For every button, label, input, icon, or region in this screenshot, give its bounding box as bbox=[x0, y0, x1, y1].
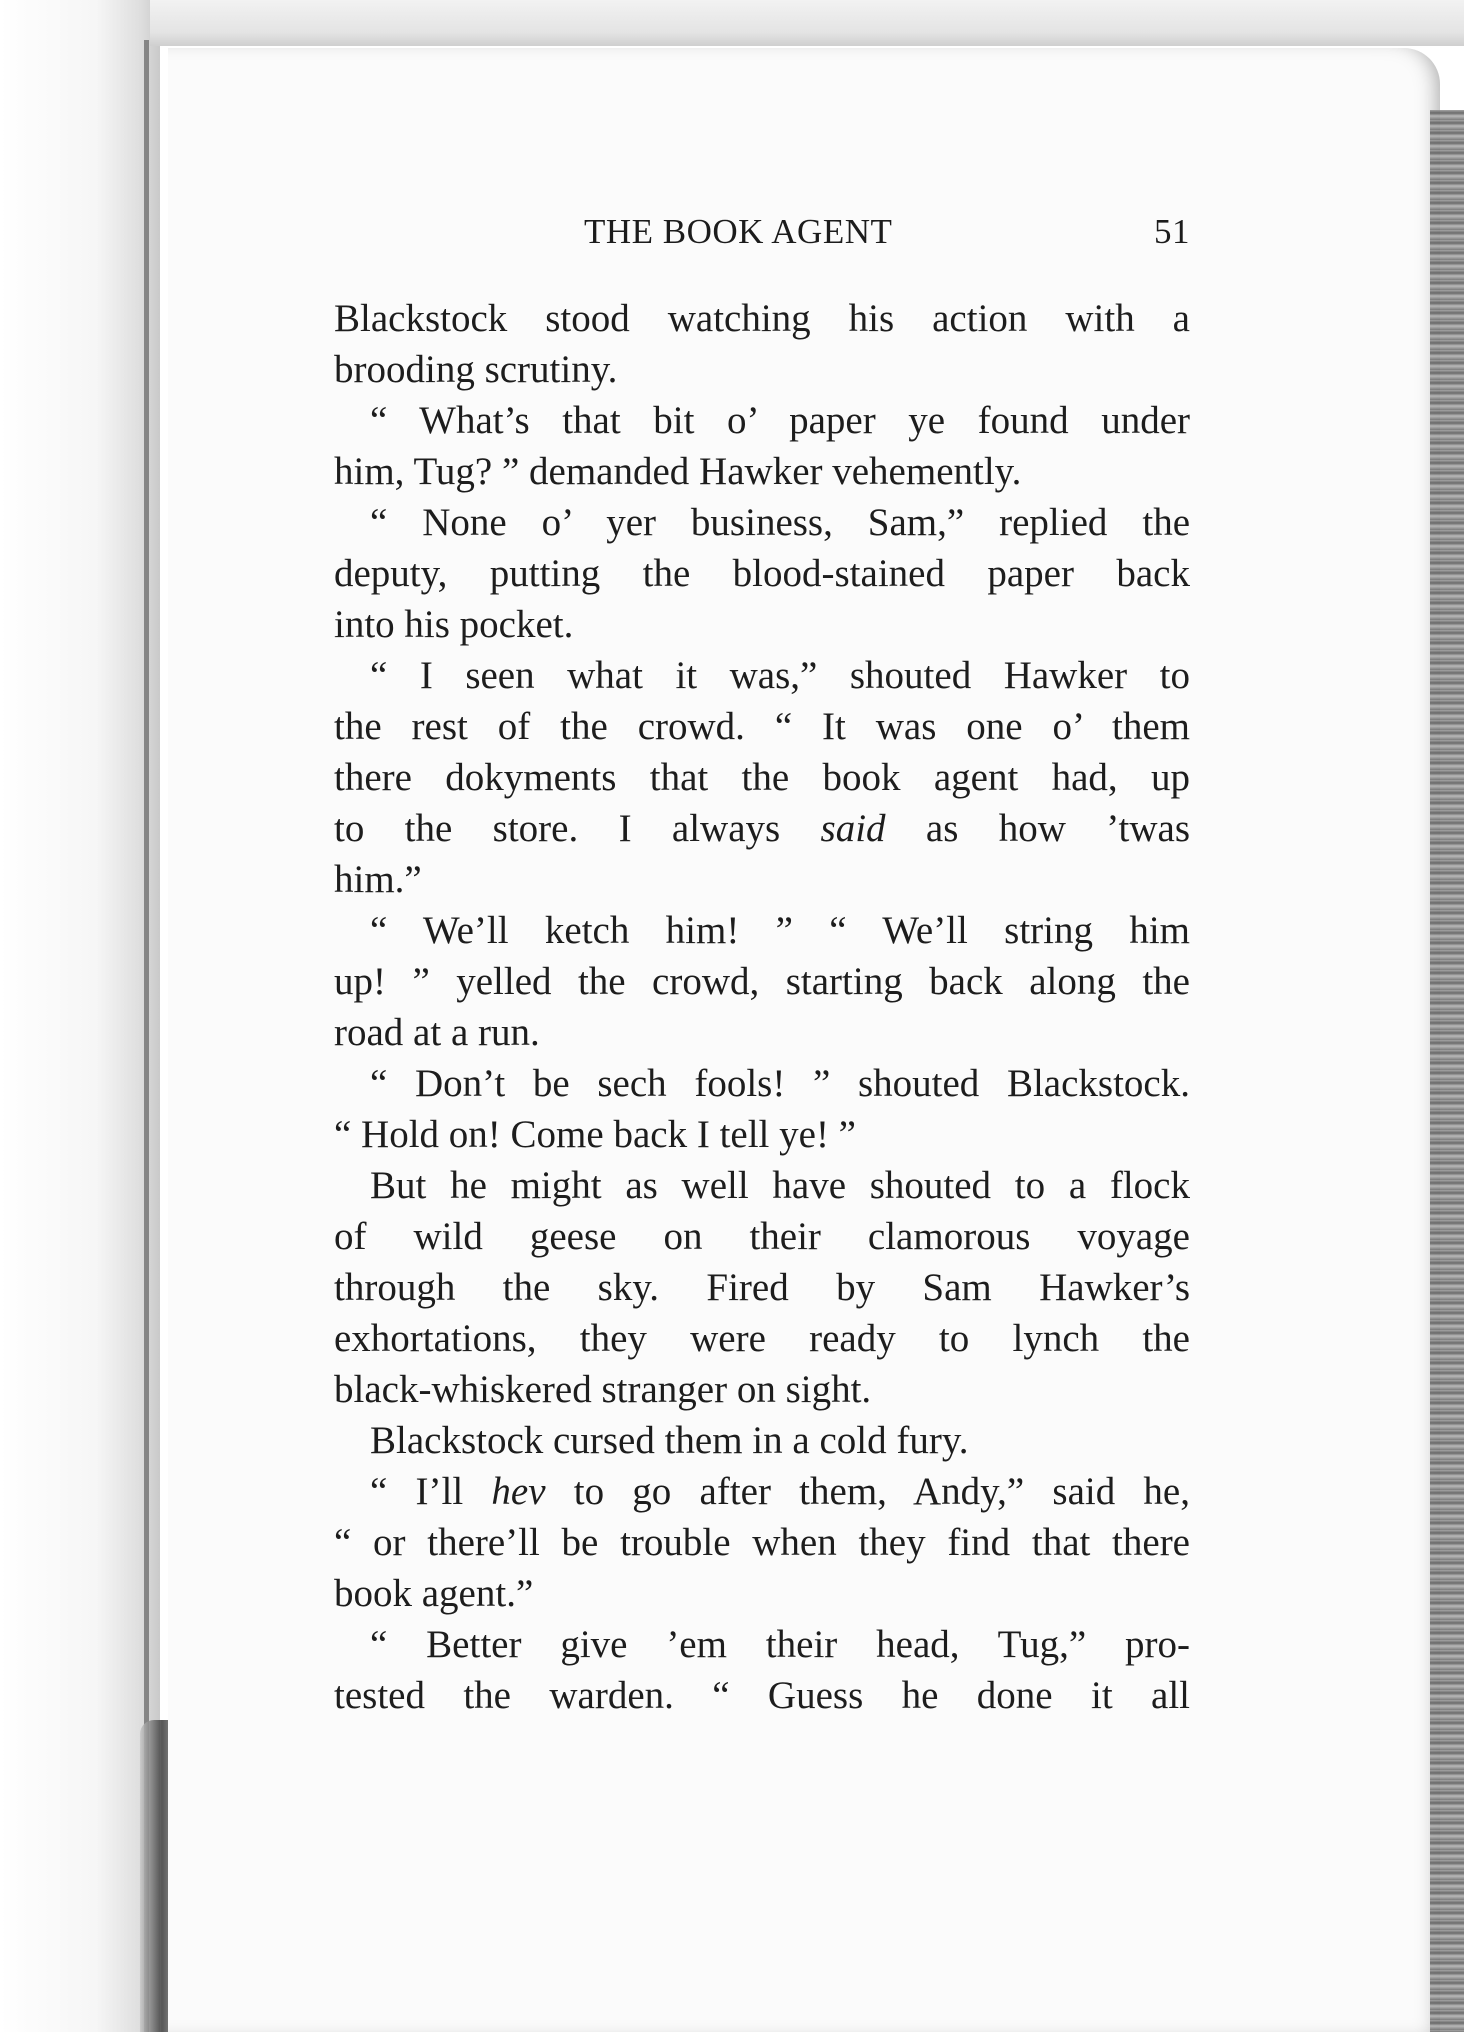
text-line: But he might as well have shouted to a flock bbox=[370, 1164, 1190, 1207]
text-line: “ Better give ’em their head, Tug,” pro- bbox=[370, 1623, 1190, 1666]
text-line: brooding scrutiny. bbox=[334, 348, 618, 391]
text-line: him.” bbox=[334, 858, 422, 901]
text-line: “ We’ll ketch him! ” “ We’ll string him bbox=[370, 909, 1190, 952]
body-text bbox=[334, 293, 1190, 1721]
text-run: to go after them, Andy,” said he, bbox=[545, 1470, 1190, 1513]
text-line: the rest of the crowd. “ It was one o’ them bbox=[334, 705, 1190, 748]
text-line bbox=[334, 803, 1190, 854]
text-line bbox=[334, 1466, 1190, 1517]
text-line: Blackstock stood watching his action with a bbox=[334, 297, 1190, 340]
text-line: road at a run. bbox=[334, 1011, 540, 1054]
running-title: THE BOOK AGENT bbox=[584, 212, 893, 251]
text-line: deputy, putting the blood-stained paper back bbox=[334, 552, 1190, 595]
text-line: him, Tug? ” demanded Hawker vehemently. bbox=[334, 450, 1022, 493]
text-run: “ I’ll bbox=[370, 1470, 492, 1513]
text-run: to the store. I always bbox=[334, 807, 821, 850]
text-line: “ None o’ yer business, Sam,” replied the bbox=[370, 501, 1190, 544]
text-line: into his pocket. bbox=[334, 603, 574, 646]
facing-page-gutter bbox=[0, 0, 160, 2032]
text-line: “ or there’ll be trouble when they find that there bbox=[334, 1521, 1190, 1564]
text-line: Blackstock cursed them in a cold fury. bbox=[370, 1419, 969, 1462]
running-head bbox=[330, 212, 1190, 256]
text-line: “ I seen what it was,” shouted Hawker to bbox=[370, 654, 1190, 697]
italic-word: said bbox=[820, 807, 886, 850]
page-edge-stack bbox=[1430, 110, 1464, 2032]
text-line: up! ” yelled the crowd, starting back along the bbox=[334, 960, 1190, 1003]
text-line: there dokyments that the book agent had, up bbox=[334, 756, 1190, 799]
text-line: book agent.” bbox=[334, 1572, 534, 1615]
text-line: of wild geese on their clamorous voyage bbox=[334, 1215, 1190, 1258]
text-line: black-whiskered stranger on sight. bbox=[334, 1368, 872, 1411]
text-line: tested the warden. “ Guess he done it all bbox=[334, 1674, 1190, 1717]
top-edge-shadow bbox=[150, 0, 1464, 46]
text-line: “ Hold on! Come back I tell ye! ” bbox=[334, 1113, 856, 1156]
italic-word: hev bbox=[491, 1470, 546, 1513]
text-line: exhortations, they were ready to lynch the bbox=[334, 1317, 1190, 1360]
text-line: “ What’s that bit o’ paper ye found under bbox=[370, 399, 1190, 442]
text-line: “ Don’t be sech fools! ” shouted Blackstock. bbox=[370, 1062, 1190, 1105]
text-run: as how ’twas bbox=[885, 807, 1190, 850]
text-line: through the sky. Fired by Sam Hawker’s bbox=[334, 1266, 1190, 1309]
page-number: 51 bbox=[1154, 212, 1190, 251]
